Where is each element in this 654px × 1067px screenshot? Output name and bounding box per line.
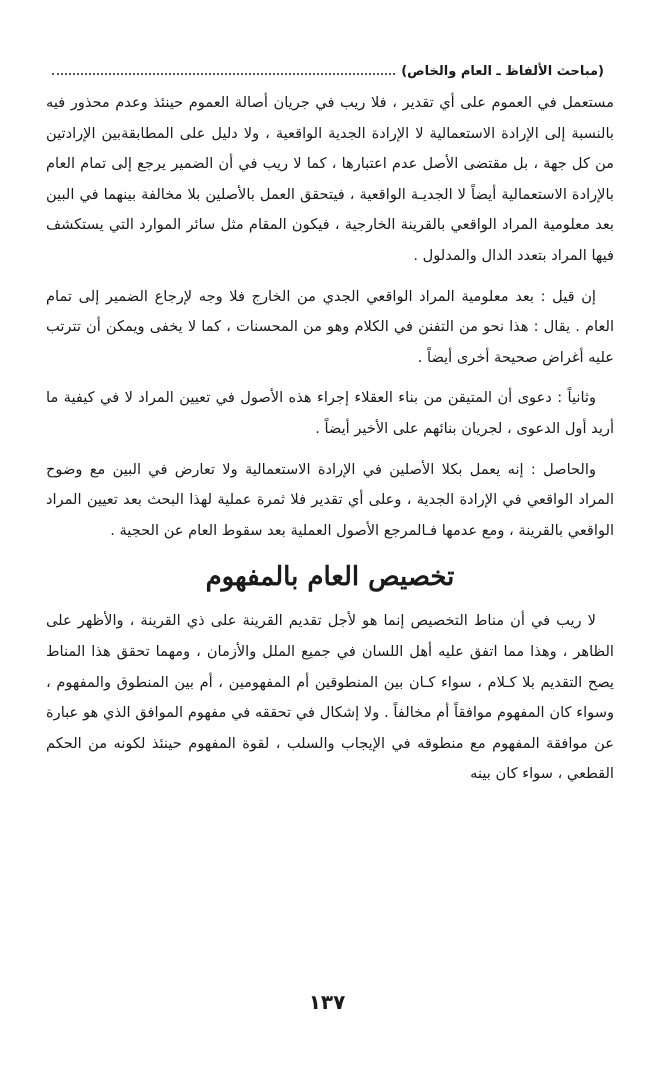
paragraph: والحاصل : إنه يعمل بكلا الأصلين في الإرادة الاستعمالية ولا تعارض في البين مع وضوح المراد الواقعي في الإرادة الجدية ، وعلى أي تقدير فلا ثمرة عملية لهذا البحث بعد تعيين المراد الواقعي بالقرينة ، ومع عدمها فـالمرجع الأصول العملية بعد سقوط العام عن الحجية . xyxy=(46,460,614,539)
header-dotted-leader xyxy=(52,73,395,75)
paragraph: إن قيل : بعد معلومية المراد الواقعي الجدي من الخارج فلا وجه لإرجاع الضمير إلى تمام العام . يقال : هذا نحو من التفنن في الكلام وهو من المحسنات ، كما لا يخفى ويمكن أن تترتب عليه أغراض صحيحة أخرى أيضاً . xyxy=(46,287,614,366)
paragraph: مستعمل في العموم على أي تقدير ، فلا ريب في جريان أصالة العموم حينئذ وعدم محذور فيه بالنسبة إلى الإرادة الاستعمالية لا الإرادة الجدية الواقعية ، ولا دليل على المطابقةبين الإرادتين من كل جهة ، بل مقتضى الأصل عدم اعتبارها ، كما لا ريب في أن الضمير يرجع إلى تمام العام بالإرادة الاستعمالية أيضاً لا الجديـة الواقعية ، فيتحقق العمل بالأصلين بلا مخالفة بينهما في البين بعد معلومية المراد الواقعي بالقرينة الخارجية ، فيكون المقام مثل سائر الموارد التي يستكشف فيها المراد بتعدد الدال والمدلول . xyxy=(46,94,614,264)
paragraph: وثانياً : دعوى أن المتيقن من بناء العقلاء إجراء هذه الأصول في تعيين المراد لا في كيفية ما أريد أول الدعوى ، لجريان بنائهم على الأخير أيضاً . xyxy=(46,389,614,437)
paragraph: لا ريب في أن مناط التخصيص إنما هو لأجل تقديم القرينة على ذي القرينة ، والأظهر على الظاهر ، وهذا مما اتفق عليه أهل اللسان في جميع الملل والأزمان ، ومهما تحقق هذا المناط يصح التقديم بلا كـلام ، سواء كـان بين المنطوقين أم المفهومين ، أم بين المنطوق والمفهوم ، وسواء كان المفهوم موافقاً أم مخالفاً . ولا إشكال في تحققه في مفهوم الموافق الذي هو عبارة عن موافقة المفهوم مع منطوقه في الإيجاب والسلب ، لقوة المفهوم حينئذ لكونه من الحكم القطعي ، سواء كان بينه xyxy=(46,612,614,783)
body-text xyxy=(46,88,614,790)
section-heading: تخصيص العام بالمفهوم xyxy=(205,562,455,593)
running-header xyxy=(52,58,604,84)
page-number: ١٣٧ xyxy=(308,990,346,1014)
header-title: (مباحث الألفاظ ـ العام والخاص) xyxy=(401,63,604,79)
